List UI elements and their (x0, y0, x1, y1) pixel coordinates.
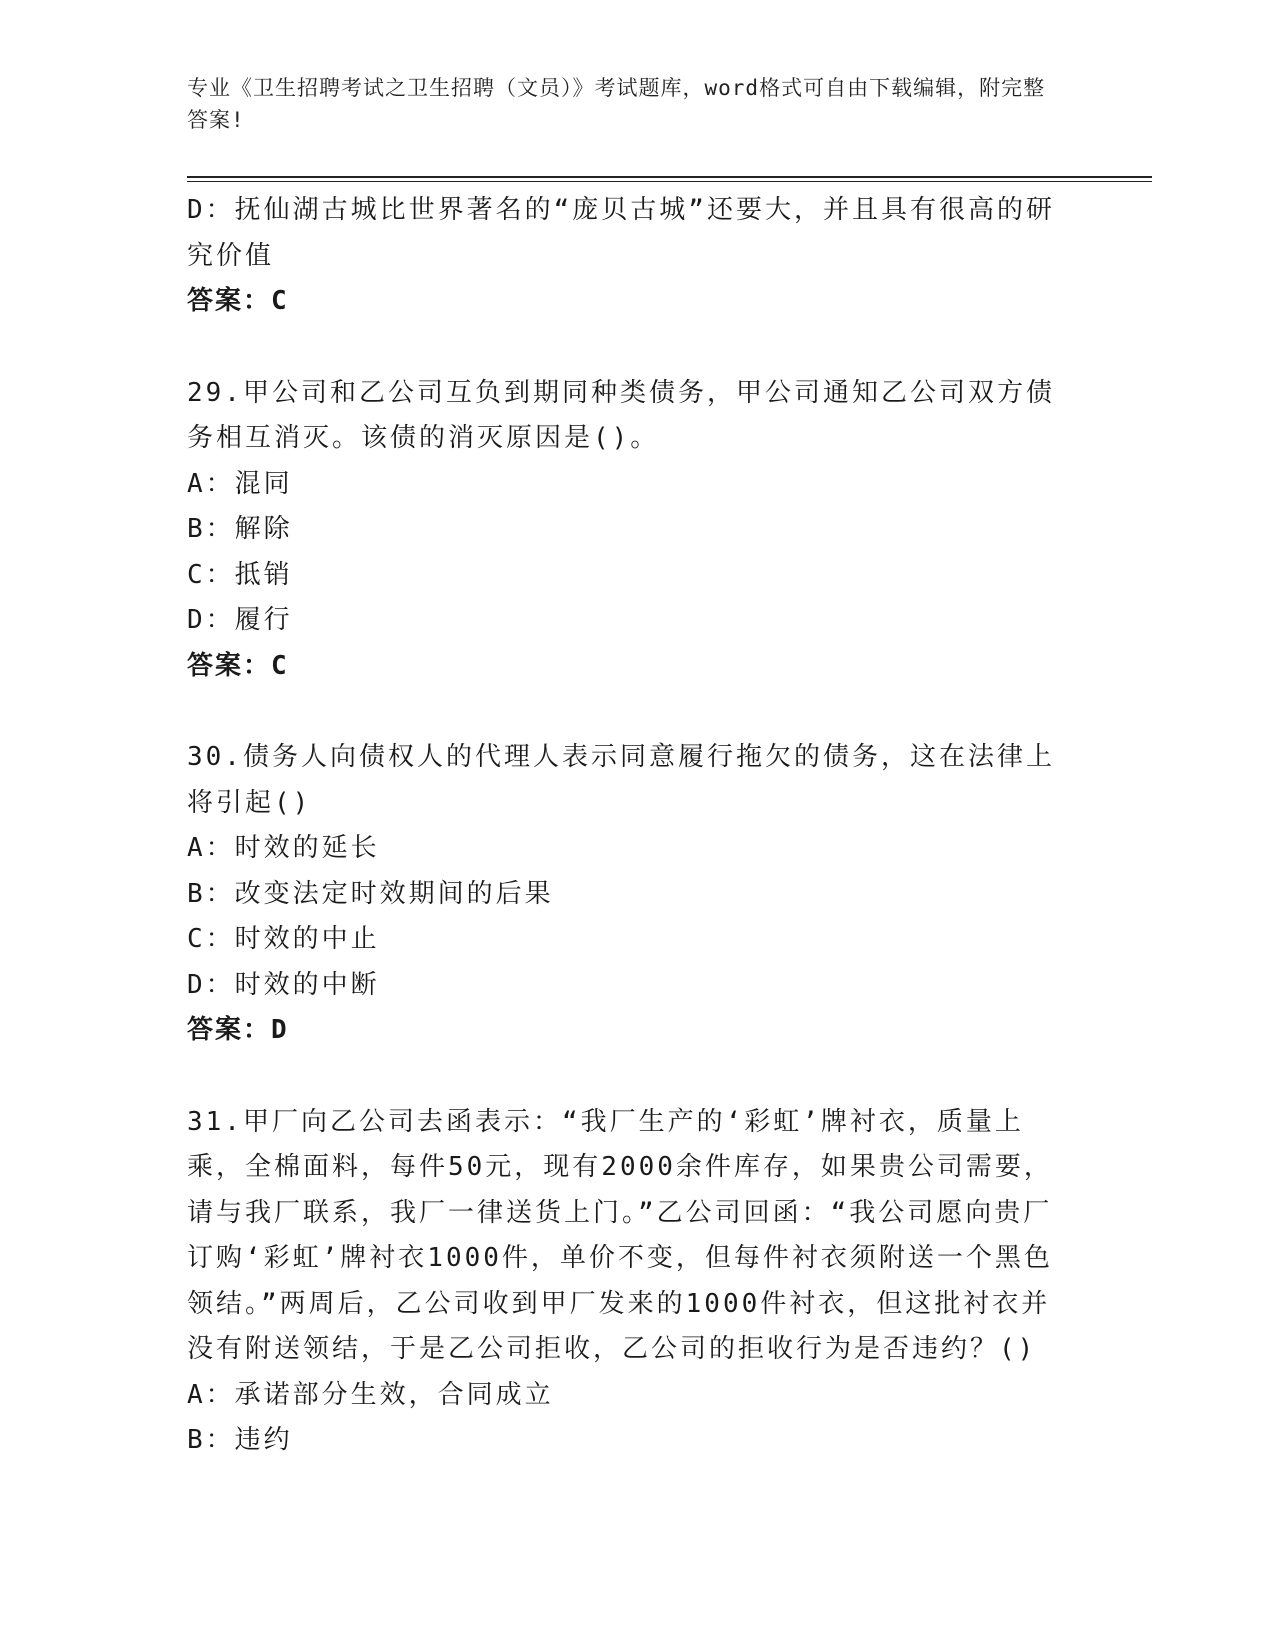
question-spacer (187, 689, 1067, 735)
question-29-answer: 答案：C (187, 650, 289, 681)
question-30-option-b: B：改变法定时效期间的后果 (187, 878, 554, 909)
prev-question-answer: 答案：C (187, 286, 289, 316)
question-31-option-a: A：承诺部分生效，合同成立 (187, 1379, 554, 1410)
question-29-option-d: D：履行 (187, 605, 293, 635)
question-29-option-b: B：解除 (187, 514, 293, 544)
document-body (187, 188, 1067, 1464)
question-spacer (187, 325, 1067, 371)
question-30-answer: 答案：D (187, 1015, 289, 1045)
question-30-option-c: C：时效的中止 (187, 924, 380, 954)
question-30-stem: 30.债务人向债权人的代理人表示同意履行拖欠的债务，这在法律上将引起() (187, 742, 1055, 818)
prev-question-option-d: D：抚仙湖古城比世界著名的“庞贝古城”还要大，并且具有很高的研究价值 (187, 195, 1055, 271)
question-30-option-a: A：时效的延长 (187, 833, 380, 863)
header-divider-thick (187, 176, 1152, 178)
question-29-option-a: A：混同 (187, 468, 293, 499)
question-31-stem: 31.甲厂向乙公司去函表示：“我厂生产的‘彩虹’牌衬衣，质量上乘，全棉面料，每件50元，现有2000余件库存，如果贵公司需要，请与我厂联系，我厂一律送货上门。”乙公司回函：“我公司愿向贵厂订购‘彩虹’牌衬衣1000件，单价不变，但每件衬衣须附送一个黑色领结。”两周后，乙公司收到甲厂发来的1000件衬衣，但这批衬衣并没有附送领结，于是乙公司拒收，乙公司的拒收行为是否违约？() (187, 1106, 1053, 1364)
question-31-option-b: B：违约 (187, 1425, 293, 1455)
question-30-option-d: D：时效的中断 (187, 969, 380, 1000)
question-spacer (187, 1054, 1067, 1100)
header-divider-thin (187, 181, 1152, 182)
page-header: 专业《卫生招聘考试之卫生招聘（文员）》考试题库，word格式可自由下载编辑，附完整答案! (187, 76, 1046, 132)
question-29-stem: 29.甲公司和乙公司互负到期同种类债务，甲公司通知乙公司双方债务相互消灭。该债的消灭原因是()。 (187, 377, 1055, 453)
question-29-option-c: C：抵销 (187, 559, 293, 590)
